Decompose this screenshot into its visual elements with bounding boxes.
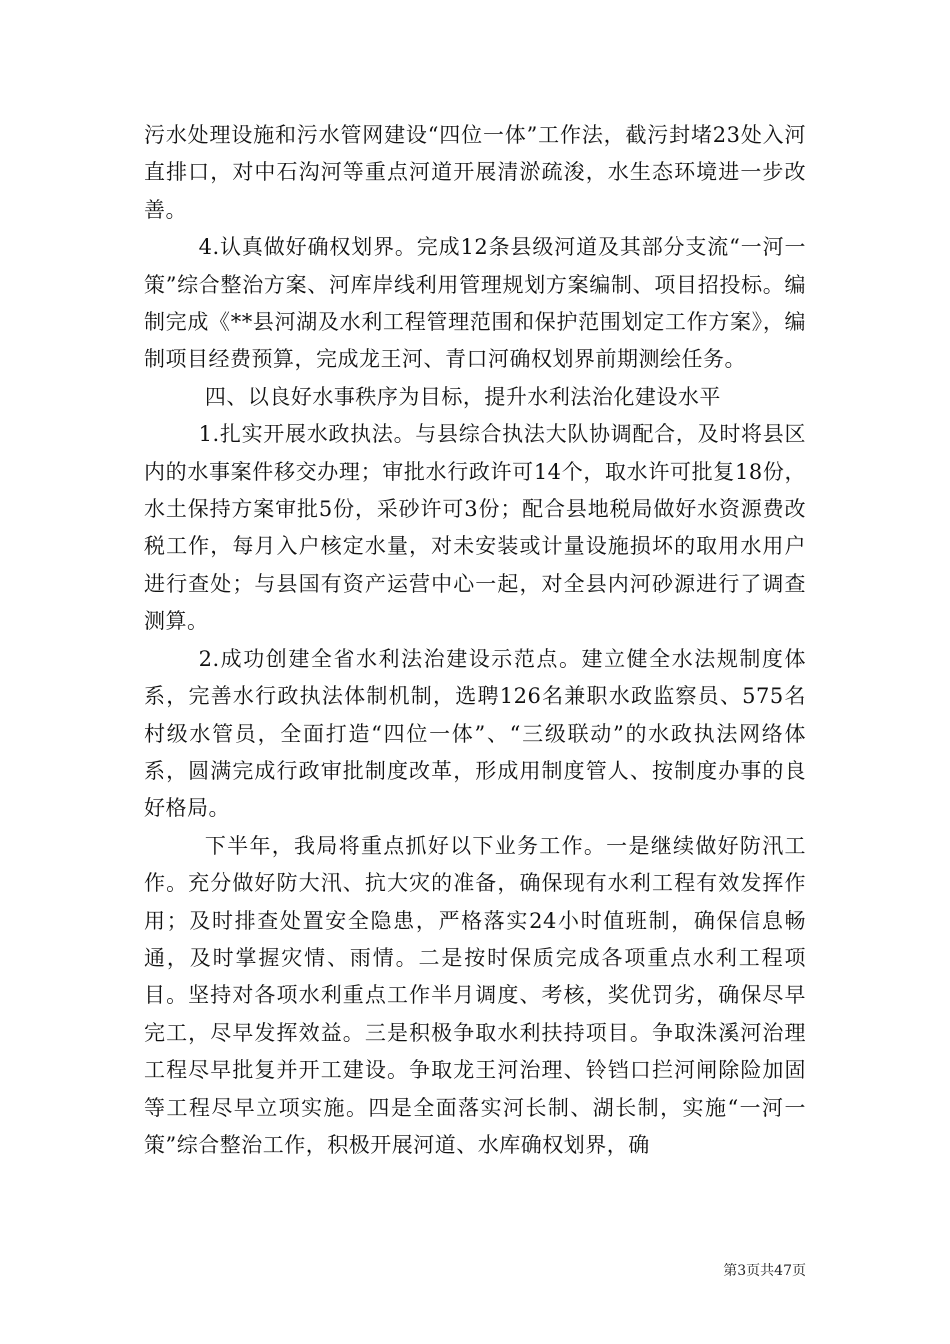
section-heading-four: 四、以良好水事秩序为目标，提升水利法治化建设水平	[204, 384, 721, 409]
page-number-footer: 第3页共47页	[723, 1263, 806, 1279]
paragraph-rule-of-law-demo: 2.成功创建全省水利法治建设示范点。建立健全水法规制度体系，完善水行政执法体制机制，选聘126名兼职水政监察员、575名村级水管员，全面打造“四位一体”、“三级联动”的水政执法网络体系，圆满完成行政审批制度改革，形成用制度管人、按制度办事的良好格局。	[144, 646, 806, 821]
paragraph-second-half-plan: 下半年，我局将重点抓好以下业务工作。一是继续做好防汛工作。充分做好防大汛、抗大灾的准备，确保现有水利工程有效发挥作用；及时排查处置安全隐患，严格落实24小时值班制，确保信息畅通，及时掌握灾情、雨情。二是按时保质完成各项重点水利工程项目。坚持对各项水利重点工作半月调度、考核，奖优罚劣，确保尽早完工，尽早发挥效益。三是积极争取水利扶持项目。争取洙溪河治理工程尽早批复并开工建设。争取龙王河治理、铃铛口拦河闸除险加固等工程尽早立项实施。四是全面落实河长制、湖长制，实施“一河一策”综合整治工作，积极开展河道、水库确权划界，确	[144, 833, 806, 1157]
paragraph-water-enforcement: 1.扎实开展水政执法。与县综合执法大队协调配合，及时将县区内的水事案件移交办理；审批水行政许可14个，取水许可批复18份，水土保持方案审批5份，采砂许可3份；配合县地税局做好水资源费改税工作，每月入户核定水量，对未安装或计量设施损坏的取用水用户进行查处；与县国有资产运营中心一起，对全县内河砂源进行了调查测算。	[144, 422, 806, 634]
paragraph-confirm-rights: 4.认真做好确权划界。完成12条县级河道及其部分支流“一河一策”综合整治方案、河库岸线利用管理规划方案编制、项目招投标。编制完成《**县河湖及水利工程管理范围和保护范围划定工作方案》，编制项目经费预算，完成龙王河、青口河确权划界前期测绘任务。	[144, 235, 806, 372]
paragraph-continuation: 污水处理设施和污水管网建设“四位一体”工作法，截污封堵23处入河直排口，对中石沟河等重点河道开展清淤疏浚，水生态环境进一步改善。	[144, 123, 806, 222]
document-body	[144, 117, 806, 1164]
